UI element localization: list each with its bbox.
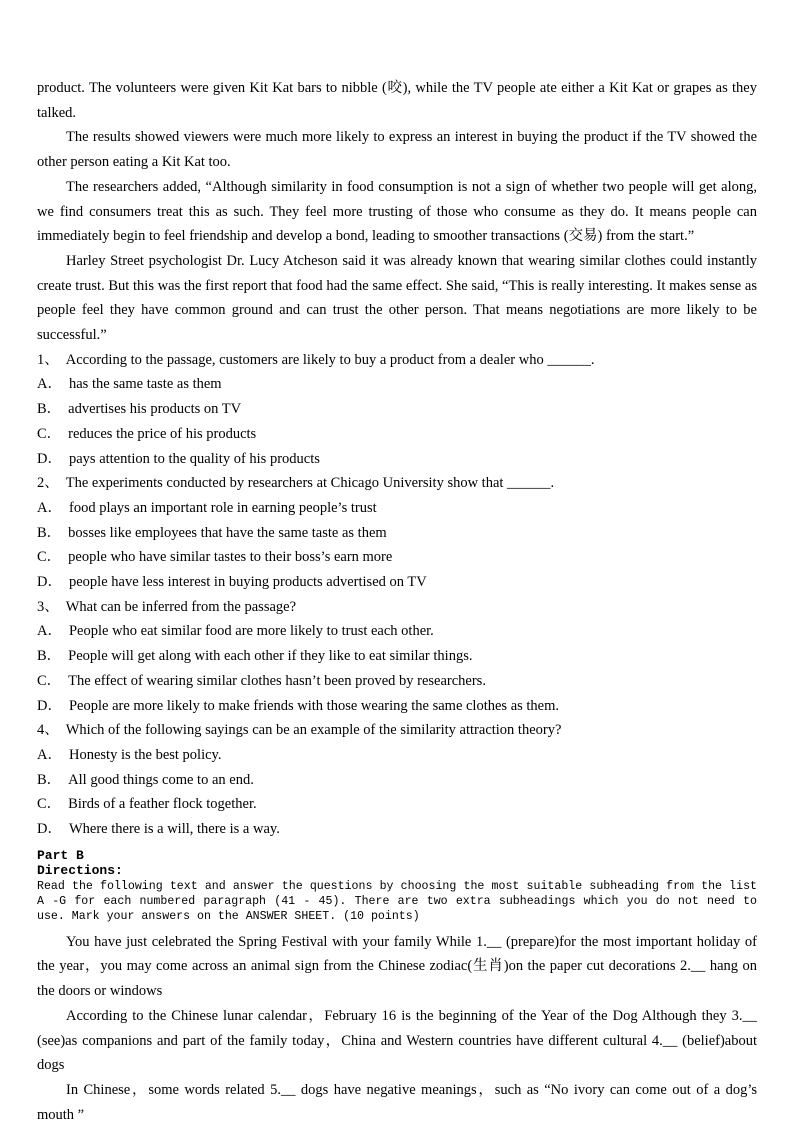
option-row	[37, 545, 757, 570]
option-label: D．	[37, 821, 62, 838]
option-row	[37, 792, 757, 817]
option-label: B．	[37, 401, 62, 418]
option-row	[37, 743, 757, 768]
option-label: A．	[37, 376, 62, 393]
option-row	[37, 447, 757, 472]
option-label: D．	[37, 450, 62, 467]
question-number: 1、	[37, 351, 59, 368]
option-row	[37, 397, 757, 422]
option-text: pays attention to the quality of his products	[68, 450, 320, 467]
option-row	[37, 372, 757, 397]
question-stem: According to the passage, customers are likely to buy a product from a dealer who ______.	[65, 351, 595, 368]
option-row	[37, 422, 757, 447]
option-label: D．	[37, 574, 62, 591]
passage-paragraph: The researchers added, “Although similarity in food consumption is not a sign of whether two people will get along, we find consumers treat this as such. They feel more trusting of those who consume as they do. It means people can immediately begin to feel friendship and develop a bond, leading to smoother transactions (交易) from the start.”	[37, 178, 757, 245]
cloze-paragraph: In Chinese，some words related 5.__ dogs have negative meanings，such as “No ivory can come out of a dog’s mouth ”	[37, 1081, 757, 1123]
option-text: food plays an important role in earning people’s trust	[68, 499, 377, 516]
option-text: bosses like employees that have the same taste as them	[68, 524, 387, 541]
option-row	[37, 644, 757, 669]
option-row	[37, 817, 757, 842]
question-3	[37, 595, 757, 719]
option-label: B．	[37, 771, 62, 788]
option-label: B．	[37, 524, 62, 541]
directions-label: Directions:	[37, 863, 123, 879]
part-b-section	[37, 848, 757, 925]
option-row	[37, 669, 757, 694]
option-text: The effect of wearing similar clothes hasn’t been proved by researchers.	[68, 672, 486, 689]
questions-section	[37, 348, 757, 842]
question-number: 4、	[37, 722, 59, 739]
option-row	[37, 521, 757, 546]
question-number: 3、	[37, 598, 59, 615]
option-label: A．	[37, 746, 62, 763]
passage-paragraph: The results showed viewers were much more likely to express an interest in buying the product if the TV showed the other person eating a Kit Kat too.	[37, 129, 757, 171]
cloze-paragraph: You have just celebrated the Spring Festival with your family While 1.__ (prepare)for the most important holiday of the year，you may come across an animal sign from the Chinese zodiac(生肖)on the paper cut decorations 2.__ hang on the doors or windows	[37, 933, 757, 1000]
question-stem: Which of the following sayings can be an example of the similarity attraction theory?	[65, 722, 562, 739]
option-label: B．	[37, 648, 62, 665]
question-4	[37, 718, 757, 842]
option-text: reduces the price of his products	[68, 425, 257, 442]
option-label: D．	[37, 697, 62, 714]
option-text: Where there is a will, there is a way.	[68, 821, 280, 838]
passage-paragraph: product. The volunteers were given Kit Kat bars to nibble (咬), while the TV people ate either a Kit Kat or grapes as they talked.	[37, 80, 757, 121]
question-stem: What can be inferred from the passage?	[65, 598, 297, 615]
option-text: Birds of a feather flock together.	[68, 796, 257, 813]
option-row	[37, 768, 757, 793]
option-text: People who eat similar food are more likely to trust each other.	[68, 623, 434, 640]
question-stem-row	[37, 718, 757, 743]
option-text: People are more likely to make friends with those wearing the same clothes as them.	[68, 697, 560, 714]
question-stem-row	[37, 595, 757, 620]
part-b-heading: Part B	[37, 847, 84, 863]
directions-text: Read the following text and answer the questions by choosing the most suitable subheading from the list A -G for each numbered paragraph (41 - 45). There are two extra subheadings which you do not need to use. Mark your answers on the ANSWER SHEET. (10 points)	[37, 879, 757, 924]
question-number: 2、	[37, 475, 59, 492]
option-text: All good things come to an end.	[68, 771, 254, 788]
option-label: A．	[37, 623, 62, 640]
question-stem-row	[37, 471, 757, 496]
cloze-passage	[37, 930, 757, 1127]
question-stem: The experiments conducted by researchers at Chicago University show that ______.	[65, 475, 555, 492]
question-stem-row	[37, 348, 757, 373]
option-text: has the same taste as them	[68, 376, 222, 393]
question-2	[37, 471, 757, 595]
option-text: Honesty is the best policy.	[68, 746, 222, 763]
option-label: C．	[37, 672, 62, 689]
option-label: C．	[37, 549, 62, 566]
option-row	[37, 619, 757, 644]
option-label: C．	[37, 796, 62, 813]
option-label: A．	[37, 499, 62, 516]
option-row	[37, 694, 757, 719]
option-row	[37, 496, 757, 521]
option-text: advertises his products on TV	[68, 401, 242, 418]
passage-paragraph: Harley Street psychologist Dr. Lucy Atcheson said it was already known that wearing similar clothes could instantly create trust. But this was the first report that food had the same effect. She said, “This is really interesting. It makes sense as people feel they have common ground and can trust the other person. That means negotiations are more likely to be successful.”	[37, 252, 757, 344]
option-text: People will get along with each other if they like to eat similar things.	[68, 648, 473, 665]
option-text: people have less interest in buying products advertised on TV	[68, 574, 427, 591]
option-row	[37, 570, 757, 595]
cloze-paragraph: According to the Chinese lunar calendar，February 16 is the beginning of the Year of the Dog Although they 3.__ (see)as companions and part of the family today，China and Western countries have different cultural 4.__ (belief)about dogs	[37, 1007, 757, 1074]
reading-passage	[37, 76, 757, 348]
option-text: people who have similar tastes to their boss’s earn more	[68, 549, 393, 566]
option-label: C．	[37, 425, 62, 442]
question-1	[37, 348, 757, 472]
